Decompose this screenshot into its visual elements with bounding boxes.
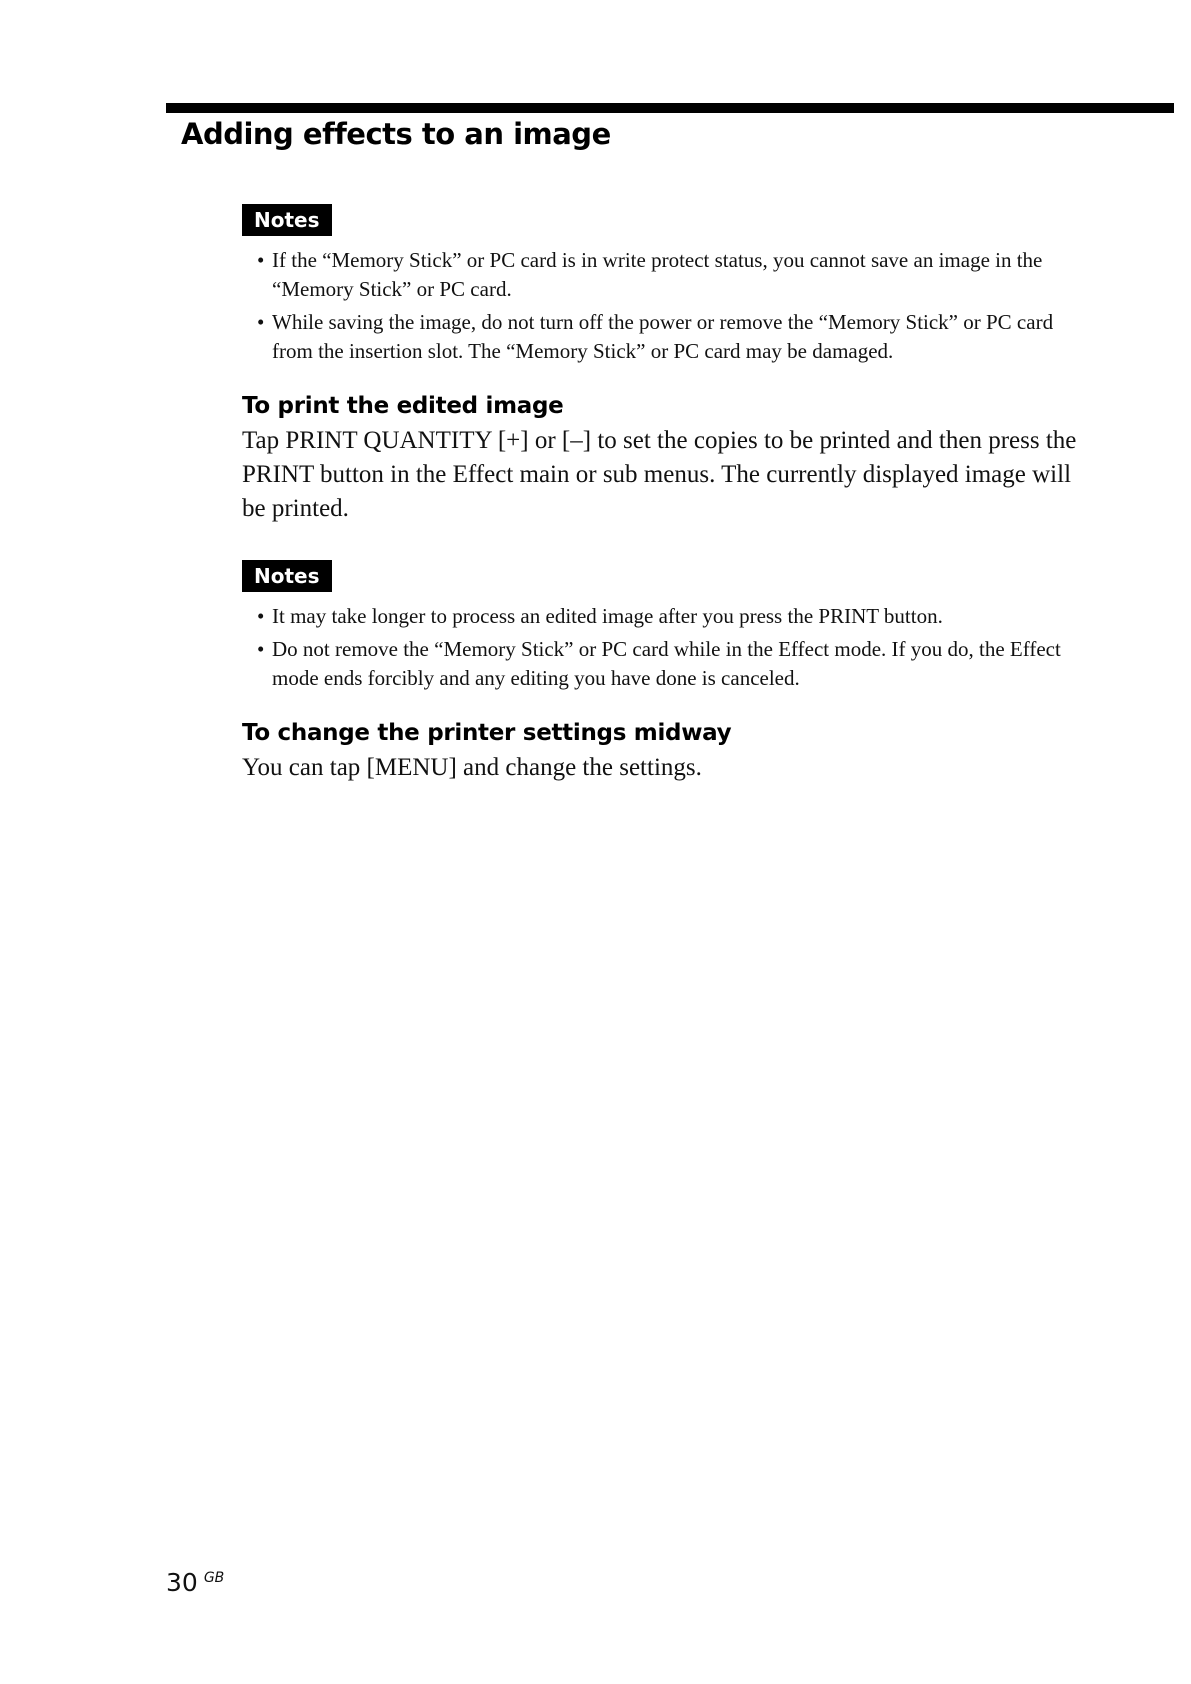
- section-text-settings: You can tap [MENU] and change the settings.: [242, 754, 702, 781]
- notes-badge: Notes: [242, 204, 332, 236]
- section-text-print: Tap PRINT QUANTITY [+] or [–] to set the copies to be printed and then press the PRINT button in the Effect main or sub menus. The currently displayed image will be printed.: [242, 427, 1077, 522]
- notes-block-2: [242, 560, 1082, 693]
- notes-list: [242, 246, 1082, 366]
- top-rule: [166, 103, 1174, 113]
- notes-badge: Notes: [242, 560, 332, 592]
- page-number-suffix: GB: [203, 1569, 225, 1586]
- note-text: If the “Memory Stick” or PC card is in write protect status, you cannot save an image in the “Memory Stick” or PC card.: [272, 248, 1043, 301]
- section-heading-settings: To change the printer settings midway: [242, 720, 732, 746]
- bullet-icon: •: [257, 604, 265, 628]
- note-item: [242, 308, 1082, 366]
- page-number: [166, 1568, 224, 1597]
- note-item: [242, 246, 1082, 304]
- notes-list: [242, 602, 1082, 693]
- page-content: [242, 204, 1082, 785]
- bullet-icon: •: [257, 248, 265, 272]
- bullet-icon: •: [257, 637, 265, 661]
- note-text: While saving the image, do not turn off the power or remove the “Memory Stick” or PC card from the insertion slot. The “Memory Stick” or PC card may be damaged.: [272, 310, 1054, 363]
- page-title: Adding effects to an image: [181, 117, 611, 151]
- notes-block-1: [242, 204, 1082, 366]
- note-text: Do not remove the “Memory Stick” or PC card while in the Effect mode. If you do, the Effect mode ends forcibly and any editing you have done is canceled.: [272, 637, 1061, 690]
- page-number-value: 30: [166, 1568, 198, 1597]
- bullet-icon: •: [257, 310, 265, 334]
- note-item: [242, 602, 1082, 631]
- note-item: [242, 635, 1082, 693]
- section-heading-print: To print the edited image: [242, 393, 564, 419]
- note-text: It may take longer to process an edited image after you press the PRINT button.: [272, 604, 943, 628]
